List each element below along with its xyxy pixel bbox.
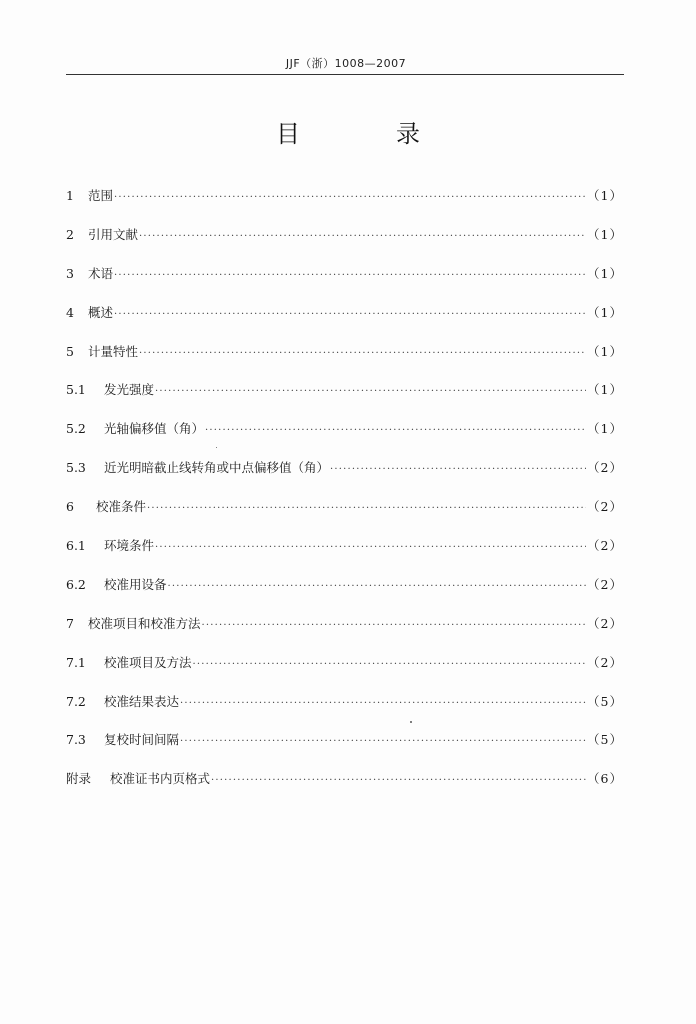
scan-speck (410, 721, 412, 723)
toc-entry-page: （6） (587, 771, 623, 787)
toc-entry-title: 近光明暗截止线转角或中点偏移值（角） (104, 460, 330, 476)
toc-entry-number: 3 (66, 265, 74, 281)
toc-entry-number: 5.2 (66, 421, 86, 437)
scan-speck (216, 447, 217, 448)
toc-entry (66, 653, 623, 692)
page-title: 目 录 (276, 120, 456, 148)
toc-entry-number: 7.1 (66, 654, 86, 670)
dot-leader (114, 266, 586, 286)
toc-entry-title: 范围 (88, 188, 114, 203)
toc-entry-title: 术语 (88, 265, 114, 281)
toc-entry-title: 引用文献 (88, 226, 139, 242)
toc-entry (66, 769, 623, 808)
dot-leader (147, 499, 586, 519)
toc-entry (66, 342, 623, 381)
toc-entry-title: 校准结果表达 (104, 693, 180, 709)
toc-entry (66, 264, 623, 303)
toc-entry-number: 2 (66, 226, 74, 242)
toc-entry-title: 校准项目和校准方法 (88, 615, 201, 631)
dot-leader (202, 616, 587, 636)
dot-leader (168, 577, 587, 597)
toc-entry-number: 5 (66, 343, 74, 359)
toc-entry-page: （1） (587, 188, 623, 203)
dot-leader (211, 771, 586, 791)
toc-entry-page: （2） (587, 538, 623, 554)
toc-entry-number: 6.1 (66, 538, 86, 554)
toc-entry (66, 536, 623, 575)
toc-entry (66, 692, 623, 731)
toc-entry-page: （2） (587, 576, 623, 592)
dot-leader (205, 421, 586, 441)
toc-entry-number: 4 (66, 304, 74, 320)
toc-entry-title: 校准用设备 (104, 576, 167, 592)
toc-entry-page: （2） (587, 499, 623, 515)
toc-entry (66, 458, 623, 497)
toc-entry-number: 6 (66, 499, 74, 515)
dot-leader (193, 655, 587, 675)
toc-entry-title: 校准项目及方法 (104, 654, 192, 670)
dot-leader (330, 460, 586, 480)
toc-entry-page: （1） (587, 421, 623, 437)
toc-entry-number: 6.2 (66, 576, 86, 592)
toc-entry-page: （1） (587, 304, 623, 320)
toc-entry (66, 730, 623, 769)
toc-entry-number: 1 (66, 188, 74, 203)
toc-entry-page: （1） (587, 226, 623, 242)
dot-leader (180, 732, 586, 752)
toc-entry-title: 环境条件 (104, 538, 155, 554)
dot-leader (139, 344, 586, 364)
toc-entry-page: （1） (587, 343, 623, 359)
toc-entry (66, 614, 623, 653)
toc-entry (66, 186, 623, 225)
toc-entry-title: 校准证书内页格式 (110, 771, 211, 787)
toc-entry-title: 概述 (88, 304, 114, 320)
dot-leader (139, 227, 586, 247)
toc-entry (66, 575, 623, 614)
toc-entry-page: （1） (587, 382, 623, 398)
toc-entry-page: （2） (587, 615, 623, 631)
dot-leader (114, 188, 586, 208)
toc-entry-page: （2） (587, 654, 623, 670)
toc-entry-number: 7.3 (66, 732, 86, 748)
dot-leader (155, 382, 586, 402)
toc-entry (66, 380, 623, 419)
toc-entry-title: 复校时间间隔 (104, 732, 180, 748)
toc-entry-title: 发光强度 (104, 382, 155, 398)
running-header: JJF（浙）1008—2007 (285, 57, 407, 70)
toc-entry-number: 7.2 (66, 693, 86, 709)
toc-entry (66, 497, 623, 536)
toc-entry-number: 5.1 (66, 382, 86, 398)
dot-leader (155, 538, 586, 558)
table-of-contents (66, 186, 623, 808)
toc-entry-page: （2） (587, 460, 623, 476)
toc-entry-page: （1） (587, 265, 623, 281)
toc-entry-title: 光轴偏移值（角） (104, 421, 205, 437)
toc-entry-page: （5） (587, 732, 623, 748)
toc-entry (66, 303, 623, 342)
dot-leader (114, 305, 586, 325)
toc-entry-number: 5.3 (66, 460, 86, 476)
toc-entry (66, 225, 623, 264)
toc-entry (66, 419, 623, 458)
toc-entry-title: 计量特性 (88, 343, 139, 359)
toc-entry-page: （5） (587, 693, 623, 709)
header-rule (66, 74, 624, 75)
toc-entry-number: 7 (66, 615, 74, 631)
dot-leader (180, 694, 586, 714)
toc-entry-title: 校准条件 (96, 499, 147, 515)
toc-entry-number: 附录 (66, 771, 92, 787)
